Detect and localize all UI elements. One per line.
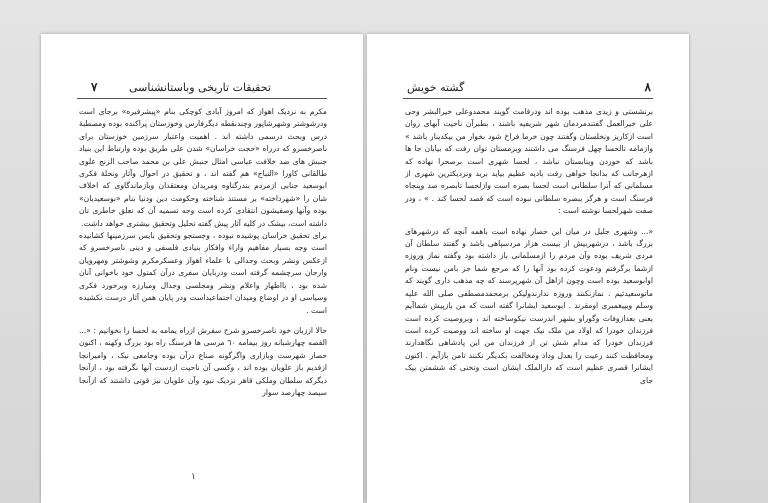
- page-text: [79, 106, 327, 399]
- footnote-mark: ۱: [191, 472, 196, 482]
- paragraph: برنشستی و زیدی مذهب بوده اند ودرقامت گویند محمدوعلی خیرالبشر وحی علی خیرالعمل گفتندمردمان شهر شریفیه باشند ، بطبرآن ناحیت آبهای روان است ازکاریز ونخلستان وگفتند چون خرما فراخ شود بخوار من بیکدینار باشد » وازمامه تالحسا چهل فرسنگ می داشتند وبزمستان توان رفت که بیابان جا ها باشد که خوردن وینابستان نباشد ، لحسا شهری است برصحرا نهاده که ازهرجانب که بدانجا خواهی رفت بادیه عظیم بیاید برید ونزدیکترین شهری از مسلمانی که آنرا سلطانی است لحسا بصره است وازلحسا تابصره صد وپنجاه فرسنگ است و هرگز ببصره سلطانی نبوده است که قصد لحسا کند . » ، ودر صفت شهرلحسا نوشته است :: [405, 107, 653, 216]
- book-page-right: [367, 34, 689, 503]
- running-header: [77, 80, 327, 99]
- page-number: ۷: [91, 80, 98, 94]
- paragraph: «... وشهری جلیل در میان این حصار نهاده است باهمه آنچه که درشهرهای بزرگ باشد ، درشهربیش از بیست هزار مردسپاهی باشد و گفتند سلطان آن مردی شریف بوده وآن مردم را ازمسلمانی باز داشته بود وگفته نماز وروزه ازشما برگرفتم ودعوت کرده بود آنها را که مرجع شما جز بامن نیست ونام اوابوسعید بوده است وچون ازاهل آن شهرپرسند که چه مذهب داری گویند که ماتوسعیدئیم . نمازنکنند وروزه ندارندولیکن برمحمدمصطفی صلی الله علیه وسلم وبپیغمبری اومقرند . ابوسعید ایشانرا گفته است که من بازپیش شماآیم یعنی بعدازوفات وگوراو بشهر اندرست نیکوساخته اند ، وبروصیت کرده است فرزندان خودرا که اولاد من ملک نیک جهت او ساخته اند ووصیت کرده است فرزندان خودرا که مدام شش تن از فرزندان من این پادشاهی نگاهدارند ومحافظت کنند رعیت را بعدل وداد ومخالفت بکدیگر نکنند تامن بازآیم . اکنون ایشانرا قصری عظیم است که دارالملک ایشان است وتختی که ششمتن بیک جای: [405, 226, 653, 385]
- paragraph: برای تحقیق خراسان پوشیده نبوده ، وجستجو وتحقیق بایس سرزمینها کشانیده است وجه بسیار مفاهیم واراء وافکار بنیادی فلسفی و دینی ناصرخسرو که ازعکس ونشر وبحث وجدالی با علماء اهواز وعسکرمکرم وشوشتر ومهرویان وارجان سرچشمه گرفته است ودربایان سفری درآن کمتول خود باخوانی آنان شده بود ، بااظهار واعلام ونشر ومجلسی وجدال ومبارزه وبرخورد فکری وسیاسی او در اوضاع ومیدان اجتماعیداست ودر پایان همن آثار درست نکشیده است .: [79, 231, 327, 315]
- header-title: گشته خویش: [407, 81, 465, 94]
- book-page-left: [41, 34, 363, 503]
- header-title: تحقیقات تاریخی وباستانشناسی: [129, 81, 271, 94]
- running-header: [403, 80, 653, 99]
- page-text: [405, 106, 653, 387]
- page-number: ۸: [644, 80, 651, 94]
- paragraph: حالا اززبان خود ناصرخسرو شرح سفرش ازراه یمامه به لحسا را بخوانیم : «... القصه چهارشبانه روز بیمامه ٦٠ مرسی ها فرسنگ راه بود بزرگ وکهنه ، اکنون حصار شهرست وبازاری واگرگونه صناع درآن بوده وجامعی نیک ، وامیرانجا ازقدیم باز علویان بوده اند ، وکسی آن ناحیت ازدست آنها نگرفته بود ، ازآنجا دیگرکه سلطان وملکی قاهر نزدیک نبود وآن علویان نیز قوتی داشتند که ازآنجا سیصد چهارصد سوار: [79, 325, 327, 397]
- paragraph: مکرم به نزدیک اهواز که امروز آبادی کوچکی بنام «پیشرفیره» برجای است ودرشوشتر وشهرشاپور وچندنقطه دیگرفارس وخوزستان پراکنده بوده ومصطبۀ درس وبحث درسمی داشته اند . اهمیت واعتبار سرزمین خوزستان برای ناصرخسرو که درراه «حجت خراسان» شدن علی طریق بوده وارتباط این بنیاد جنبش های ضد خلافت عباسی امثال جنبش علی بن محمد صاحب الزنج علوی طالقانی کاورا «التباج» هم گفته اند ، و تحقیق در احوال وآثار ونحلۀ فکری ابوسعید جنابی ازمردم بندرگناوه ومریدان ومعتقدان وبازماندگاوی که اخلاف شان را «شهرداخته» بر مستند شناخته وحکومت دین ودنیا بنام «بوسعیدیان» بوده وآنها وصفیشون انتقادی کرده است وجه تسمیه آن که تعلق خاطری تان داشته است، بیشک در کلیه آثار پیش گفته تحلیل وتحقیق بیشتری خواهد داشت.: [79, 107, 327, 228]
